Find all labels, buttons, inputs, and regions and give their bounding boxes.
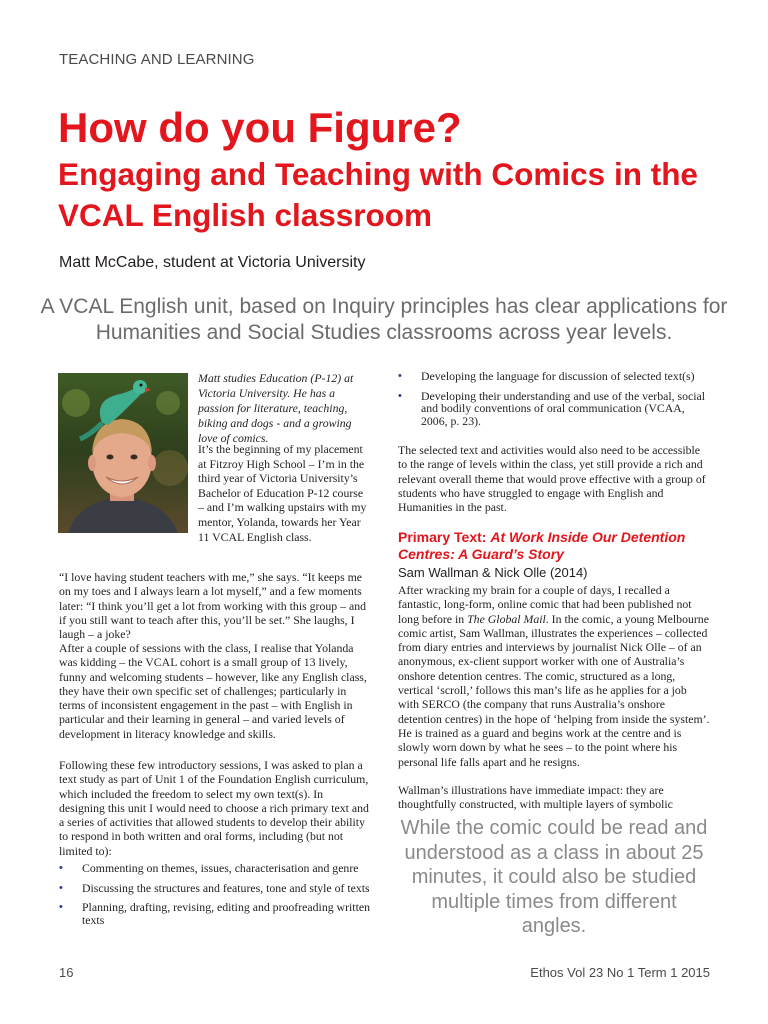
paragraph-quote: “I love having student teachers with me,” she says. “It keeps me on my toes and I always learn a lot myself,” and a few moments later: “I think you’ll get a lot from working with this group – and if you still want to teach after this, you’ll be set.” She laughs, I laugh – a joke? — [59, 570, 366, 642]
primary-text-authors: Sam Wallman & Nick Olle (2014) — [398, 565, 588, 580]
requirements-list-right — [398, 370, 710, 434]
primary-text-heading — [398, 529, 710, 563]
standfirst: A VCAL English unit, based on Inquiry principles has clear applications for Humanities and Social Studies classrooms across year levels. — [40, 295, 728, 344]
list-item: • Developing their understanding and use of the verbal, social and bodily conventions of oral communication (VCAA, 2006, p. 23). — [398, 388, 706, 428]
article-title — [58, 104, 738, 236]
publication-title: The Global Mail — [467, 611, 546, 626]
author-photo — [58, 373, 188, 533]
page-number: 16 — [59, 965, 74, 980]
list-item: • Developing the language for discussion of selected text(s) — [398, 369, 695, 383]
author-bio: Matt studies Education (P-12) at Victoria University. He has a passion for literature, teaching, biking and dogs - and a growing love of comics. — [198, 371, 354, 445]
primary-text-label: Primary Text: — [398, 529, 487, 545]
bullet-icon: • — [398, 389, 402, 402]
list-item: • Commenting on themes, issues, characterisation and genre — [59, 861, 359, 875]
bullet-icon: • — [59, 881, 63, 894]
byline: Matt McCabe, student at Victoria University — [59, 254, 366, 271]
paragraph-wracking: After wracking my brain for a couple of days, I recalled a fantastic, long-form, online comic that had been published not long before in The Global Mail. In the comic, a young Melbourne comic artist, Sam Wallman, illustrates the experiences – collected from diary entries and interviews by journalist Nick Olle – of an anonymous, ex-client support worker with one of Australia’s onshore detention centres. The comic, structured as a long, vertical ‘scroll,’ follows this man’s life as he applies for a job with SERCO (the company that runs Australia’s onshore detention centres) in the hope of ‘helping from inside the system’. He is trained as a guard and begins work at the centre and is slowly worn down by what he sees – to the point where his personal life falls apart and he resigns. — [398, 583, 710, 769]
paragraph-following: Following these few introductory sessions, I was asked to plan a text study as part of Unit 1 of the Foundation English curriculum, which included the freedom to select my own text(s). In designing this unit I would need to choose a rich primary text and a series of activities that allowed students to develop their ability to respond in both written and oral forms, including (but not limited to): — [59, 758, 369, 858]
bullet-icon: • — [59, 901, 63, 913]
publication-reference: Ethos Vol 23 No 1 Term 1 2015 — [530, 965, 710, 980]
paragraph-wallman: Wallman’s illustrations have immediate impact: they are thoughtfully constructed, with multiple layers of symbolic — [398, 783, 673, 812]
paragraph-after-sessions: After a couple of sessions with the class, I realise that Yolanda was kidding – the VCAL cohort is a small group of 13 lively, funny and welcoming students – however, like any English class, they have their own specific set of challenges; particularly in terms of inconsistent engagement in the past – with English in particular and their learning in general – and varied levels of development in literacy knowledge and skills. — [59, 641, 367, 741]
list-item: • Planning, drafting, revising, editing and proofreading written texts — [59, 900, 370, 927]
requirements-list-left — [59, 862, 371, 933]
section-label: TEACHING AND LEARNING — [59, 51, 255, 68]
title-line-2: Engaging and Teaching with Comics in the VCAL English classroom — [58, 156, 698, 233]
bullet-icon: • — [398, 370, 402, 382]
list-item: • Discussing the structures and features, tone and style of texts — [59, 880, 370, 895]
primary-text-title: At Work Inside Our Detention Centres: A Guard’s Story — [398, 529, 686, 562]
title-line-1: How do you Figure? — [58, 104, 462, 151]
bullet-icon: • — [59, 862, 63, 874]
pull-quote: While the comic could be read and understood as a class in about 25 minutes, it could also be studied multiple times from different angles. — [400, 817, 708, 937]
intro-paragraph: It’s the beginning of my placement at Fitzroy High School – I’m in the third year of Victoria University’s Bachelor of Education P-12 course – and I’m walking upstairs with my mentor, Yolanda, towards her Year 11 VCAL English class. — [198, 442, 367, 544]
paragraph-selected-text: The selected text and activities would also need to be accessible to the range of levels within the class, yet still provide a rich and relevant overall theme that would prove effective with a group of students who have struggled to engage with English and Humanities in the past. — [398, 443, 706, 515]
